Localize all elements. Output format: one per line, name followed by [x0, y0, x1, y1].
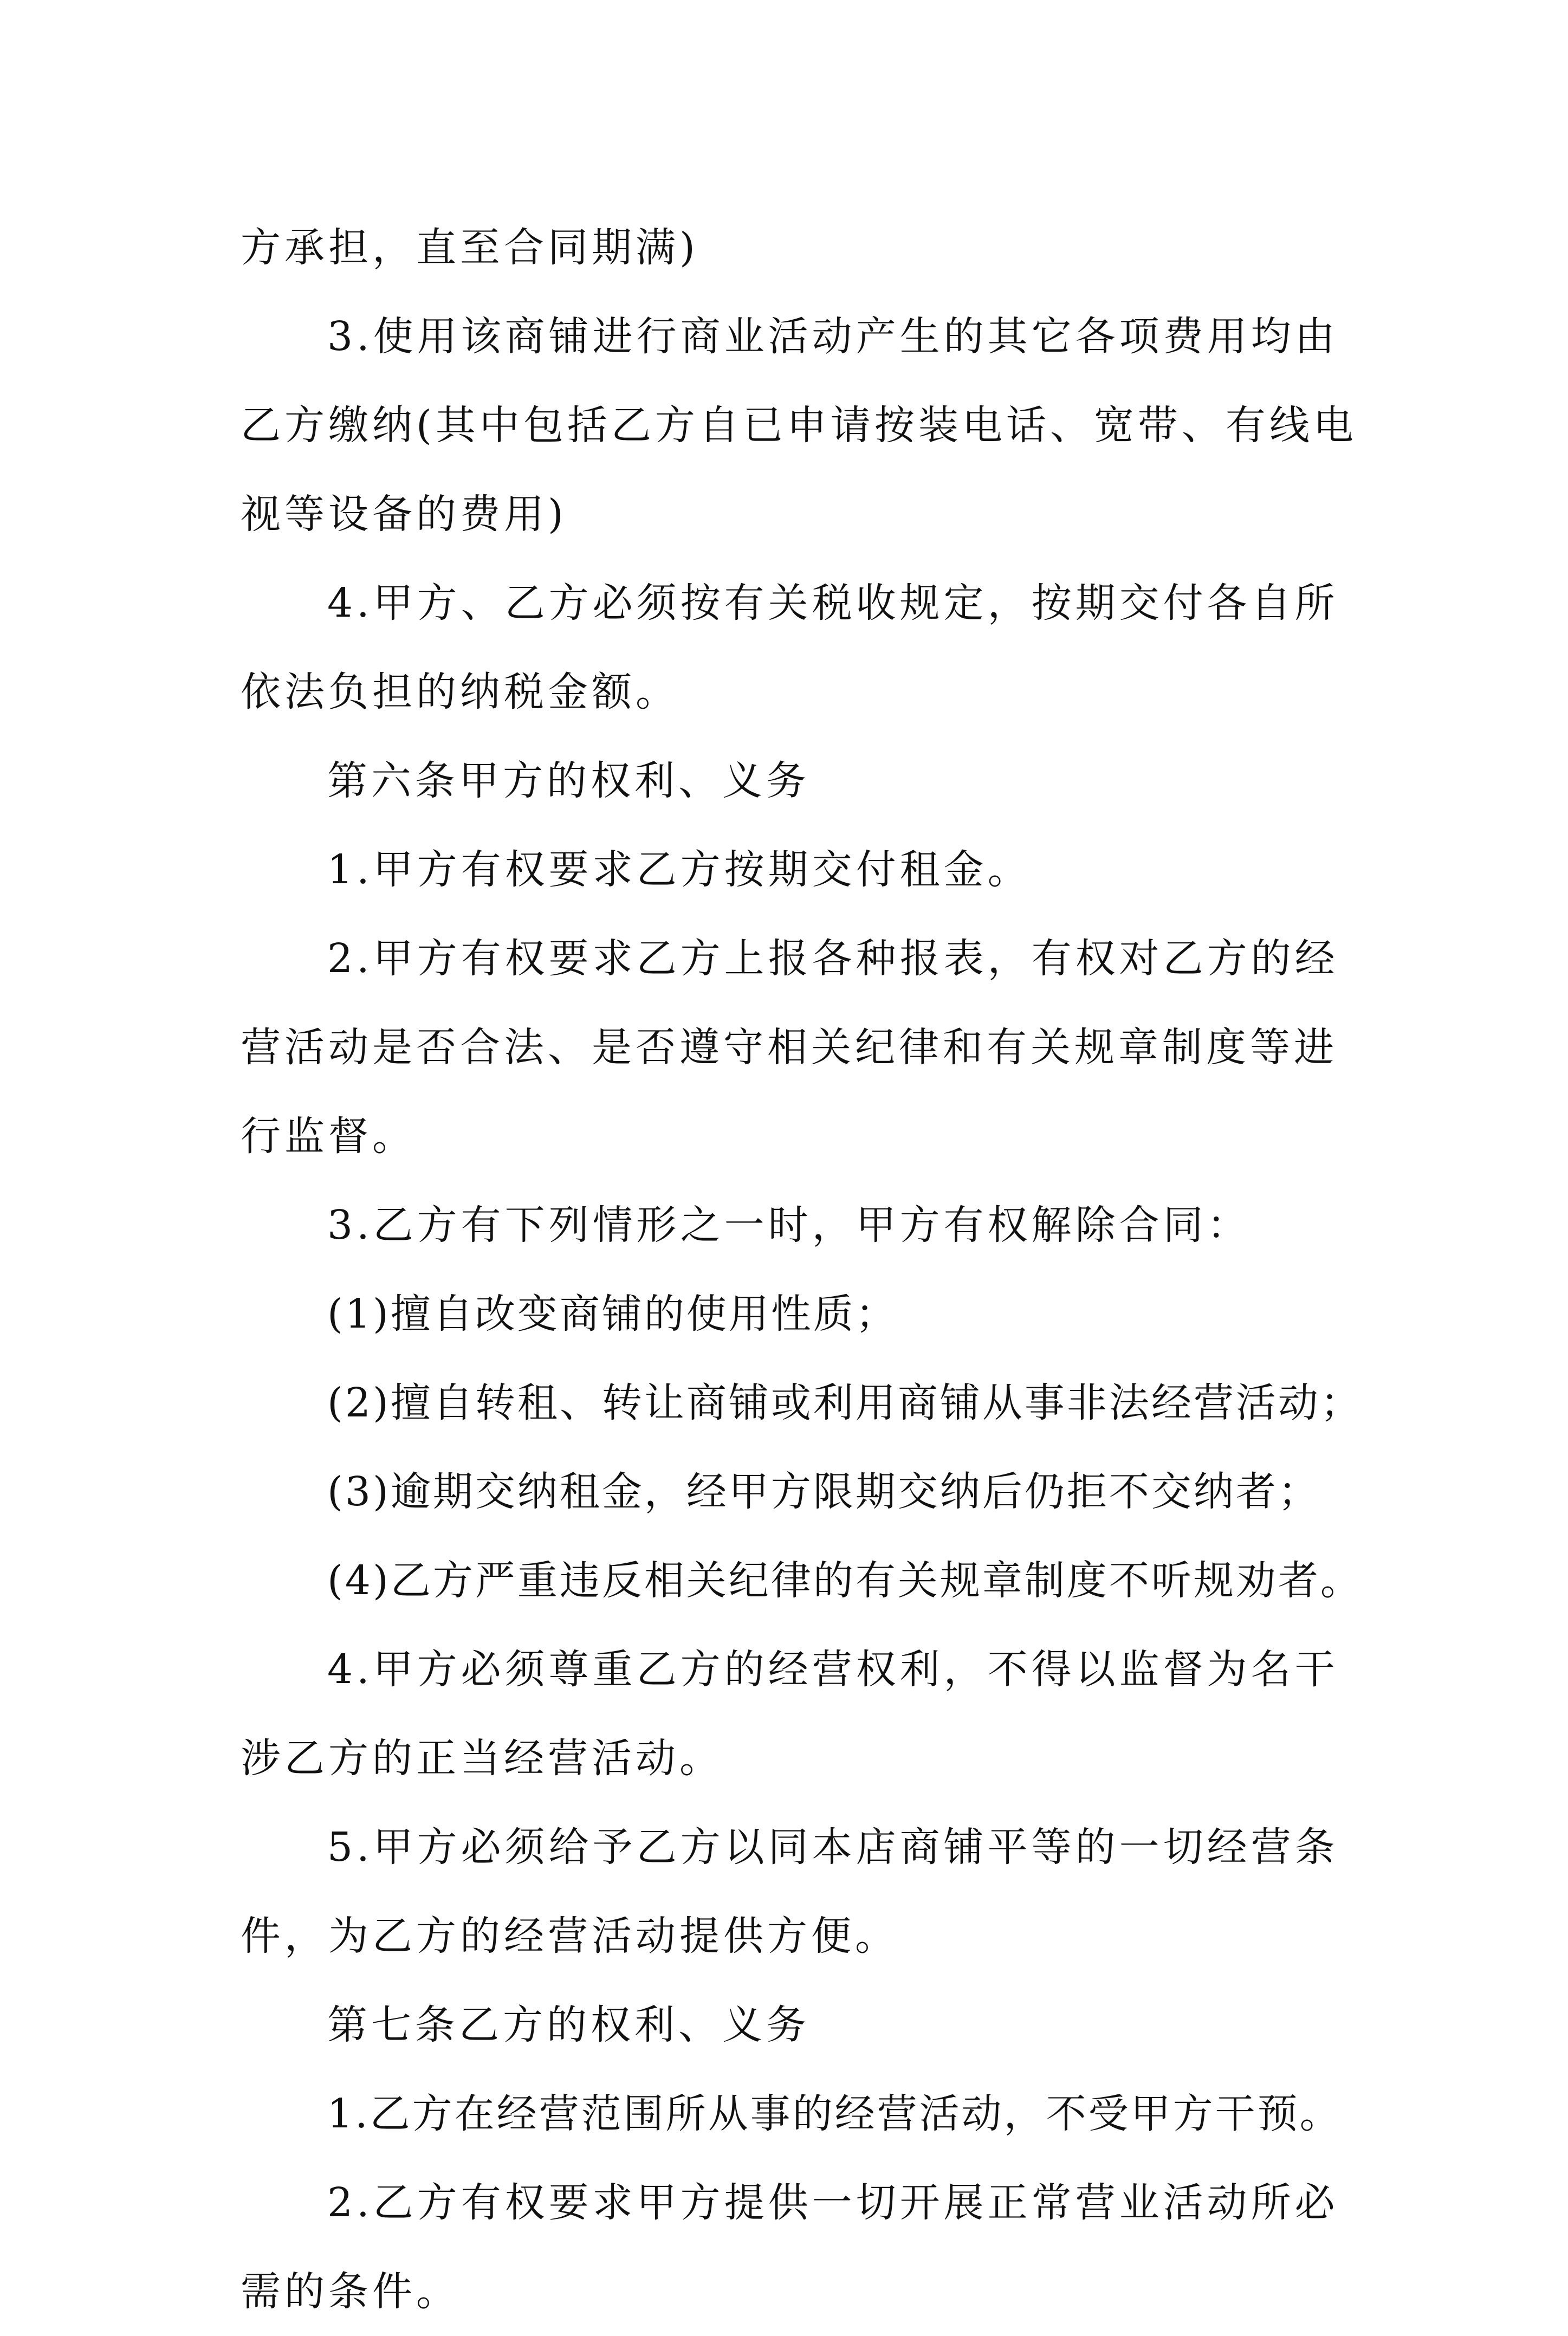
- paragraph-clause-6-3: 3.乙方有下列情形之一时，甲方有权解除合同：: [327, 1202, 1251, 1248]
- paragraph-continuation: 方承担，直至合同期满): [241, 224, 699, 271]
- document-body: [241, 203, 1368, 2336]
- list-item-6-3-3: (3)逾期交纳租金，经甲方限期交纳后仍拒不交纳者；: [327, 1468, 1320, 1515]
- list-item-6-3-4: (4)乙方严重违反相关纪律的有关规章制度不听规劝者。: [327, 1557, 1363, 1604]
- section-heading-article-7: 第七条乙方的权利、义务: [327, 2002, 810, 2048]
- list-item-6-3-2: (2)擅自转租、转让商铺或利用商铺从事非法经营活动；: [327, 1380, 1363, 1426]
- paragraph-clause-5-4: 4.甲方、乙方必须按有关税收规定，按期交付各自所依法负担的纳税金额。: [241, 580, 1339, 715]
- paragraph-clause-5-3: 3.使用该商铺进行商业活动产生的其它各项费用均由乙方缴纳(其中包括乙方自已申请按装电话、宽带、有线电视等设备的费用): [241, 313, 1357, 538]
- paragraph-clause-6-2: 2.甲方有权要求乙方上报各种报表，有权对乙方的经营活动是否合法、是否遵守相关纪律和有关规章制度等进行监督。: [241, 935, 1339, 1160]
- paragraph-clause-7-1: 1.乙方在经营范围所从事的经营活动，不受甲方干预。: [327, 2091, 1342, 2137]
- paragraph-clause-7-2: 2.乙方有权要求甲方提供一切开展正常营业活动所必需的条件。: [241, 2179, 1339, 2315]
- section-heading-article-6: 第六条甲方的权利、义务: [327, 758, 810, 804]
- paragraph-clause-6-4: 4.甲方必须尊重乙方的经营权利，不得以监督为名干涉乙方的正当经营活动。: [241, 1646, 1339, 1782]
- paragraph-clause-6-5: 5.甲方必须给予乙方以同本店商铺平等的一切经营条件，为乙方的经营活动提供方便。: [241, 1824, 1339, 1959]
- paragraph-clause-6-1: 1.甲方有权要求乙方按期交付租金。: [327, 846, 1032, 893]
- list-item-6-3-1: (1)擅自改变商铺的使用性质；: [327, 1291, 898, 1337]
